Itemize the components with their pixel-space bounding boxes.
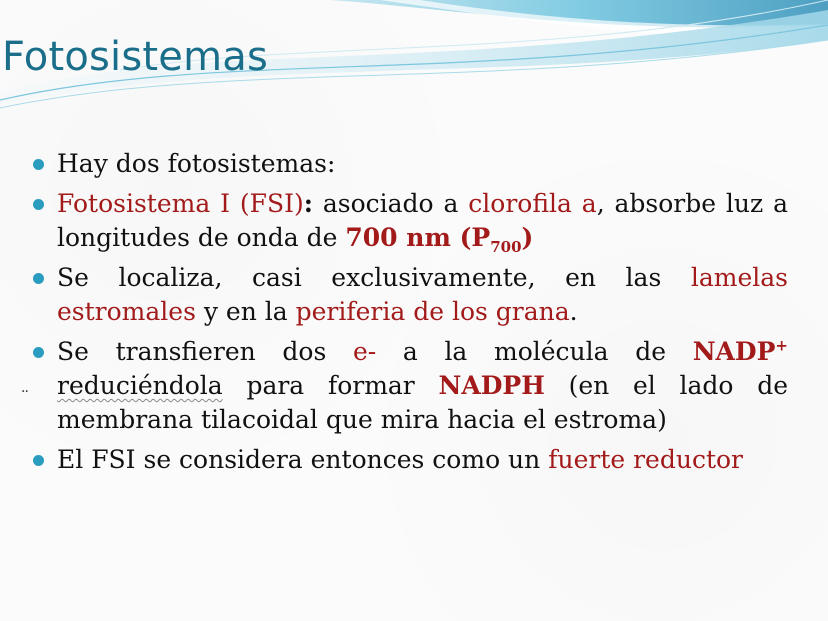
bullet-text: (en el lado de membrana tilacoidal que mira hacia el estroma) — [57, 371, 789, 434]
bullet-text: Se localiza, casi exclusivamente, en las — [57, 263, 691, 292]
bullet-text: y en la — [195, 297, 296, 326]
bullet-text: : — [303, 189, 313, 218]
bullet-text: a la molécula de — [376, 337, 693, 366]
highlight-bold-text: NADP — [692, 337, 776, 366]
superscript-text: + — [775, 336, 788, 355]
highlight-text: clorofila a — [468, 189, 597, 218]
highlight-text: Fotosistema I (FSI) — [57, 189, 304, 218]
bullet-item — [21, 335, 789, 437]
bullet-dot-icon — [33, 347, 44, 358]
bullet-text: El FSI se considera entonces como un — [57, 445, 549, 474]
highlight-bold-text: NADPH — [438, 371, 545, 400]
subscript-text: 700 — [490, 238, 522, 256]
highlight-bold-text: 700 nm (P — [345, 223, 491, 252]
bullet-dot-icon — [33, 159, 44, 170]
highlight-text: periferia de los grana — [295, 297, 570, 326]
bullet-list — [21, 147, 789, 483]
bullet-text: para formar — [222, 371, 439, 400]
highlight-text: lamelas estromales — [57, 263, 788, 326]
bullet-text: Se transfieren dos — [57, 337, 353, 366]
highlight-text: e- — [352, 337, 377, 366]
spellcheck-word: reduciéndola — [57, 371, 223, 400]
bullet-item — [33, 187, 788, 255]
bullet-text: . — [569, 297, 578, 326]
bullet-item — [33, 147, 788, 181]
bullet-dot-icon — [33, 273, 44, 284]
slide-title: Fotosistemas — [2, 34, 269, 80]
bullet-item — [33, 443, 788, 477]
highlight-text: fuerte reductor — [548, 445, 744, 474]
bullet-text: asociado a — [312, 189, 469, 218]
bullet-text: Hay dos fotosistemas: — [57, 149, 336, 178]
cursor-marker-icon: ·· — [21, 384, 28, 400]
highlight-bold-text: ) — [521, 223, 534, 252]
bullet-dot-icon — [33, 199, 44, 210]
bullet-text: , absorbe luz a longitudes de onda de — [57, 189, 788, 252]
bullet-dot-icon — [33, 455, 44, 466]
bullet-item — [33, 261, 788, 329]
